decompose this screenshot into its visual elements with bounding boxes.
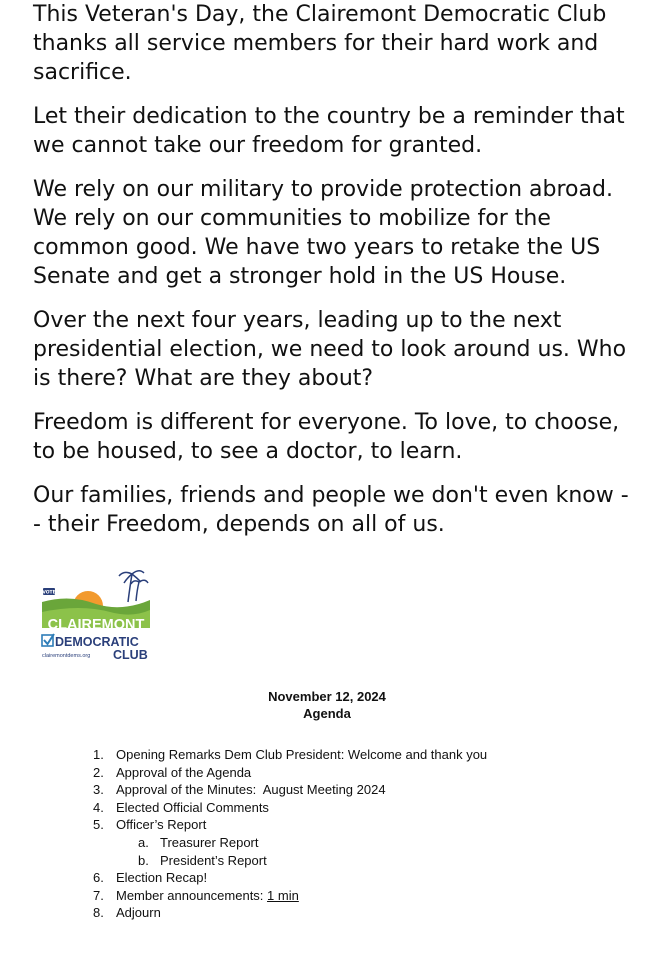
agenda-item [93,816,487,834]
item-text: Treasurer Report [160,834,259,850]
item-number: 5. [93,817,104,833]
agenda-subitem [93,834,487,852]
agenda-item [93,904,487,922]
logo-name-line1: CLAIREMONT [47,617,145,633]
item-number: 2. [93,764,104,780]
time-limit-link[interactable]: 1 min [267,887,299,903]
checkbox-icon [42,634,54,646]
item-number: 7. [93,887,104,903]
item-number: 3. [93,782,104,798]
agenda-list [93,746,487,922]
item-letter: a. [138,834,149,850]
item-text: Elected Official Comments [116,799,269,815]
item-number: 1. [93,747,104,762]
paragraph: Over the next four years, leading up to the next presidential election, we need to look around us. Who is there? What are they about? [33,308,627,391]
palm-tree-icon [119,571,148,602]
paragraph: We rely on our military to provide protection abroad. We rely on our communities to mobilize for the common good. We have two years to retake the US Senate and get a stronger hold in the US House. [33,177,613,289]
item-text: Officer’s Report [116,817,207,833]
logo-name-line2: DEMOCRATIC [55,635,139,649]
logo-url: clairemontdems.org [42,653,91,659]
vote-badge: VOTE [42,590,56,596]
meeting-date: November 12, 2024 [268,689,386,704]
item-number: 4. [93,799,104,815]
club-logo [40,568,152,663]
item-text: Member announcements: [116,887,268,903]
agenda-item [93,781,487,799]
agenda-item [93,746,487,764]
agenda-item [93,869,487,887]
item-letter: b. [138,852,149,868]
item-text: Approval of the Agenda [116,764,252,780]
paragraph: This Veteran's Day, the Clairemont Democratic Club thanks all service members for their hard work and sacrifice. [33,2,607,85]
paragraph: Our families, friends and people we don't even know -- their Freedom, depends on all of us. [33,483,629,537]
item-text: President’s Report [160,852,267,868]
agenda-item [93,799,487,817]
item-number: 8. [93,905,104,921]
agenda-item [93,764,487,782]
item-text: Election Recap! [116,870,208,886]
agenda-item [93,887,487,905]
item-text: Opening Remarks Dem Club President: Welcome and thank you [116,747,488,762]
paragraph: Freedom is different for everyone. To love, to choose, to be housed, to see a doctor, to learn. [33,410,620,464]
paragraph: Let their dedication to the country be a reminder that we cannot take our freedom for granted. [33,104,625,158]
item-text: Approval of the Minutes: August Meeting 2024 [116,782,386,798]
item-number: 6. [93,870,104,886]
logo-name-line3: CLUB [113,648,148,662]
agenda-title: Agenda [303,706,351,721]
item-text: Adjourn [116,905,161,921]
agenda-subitem [93,852,487,870]
veterans-day-message [33,0,633,554]
